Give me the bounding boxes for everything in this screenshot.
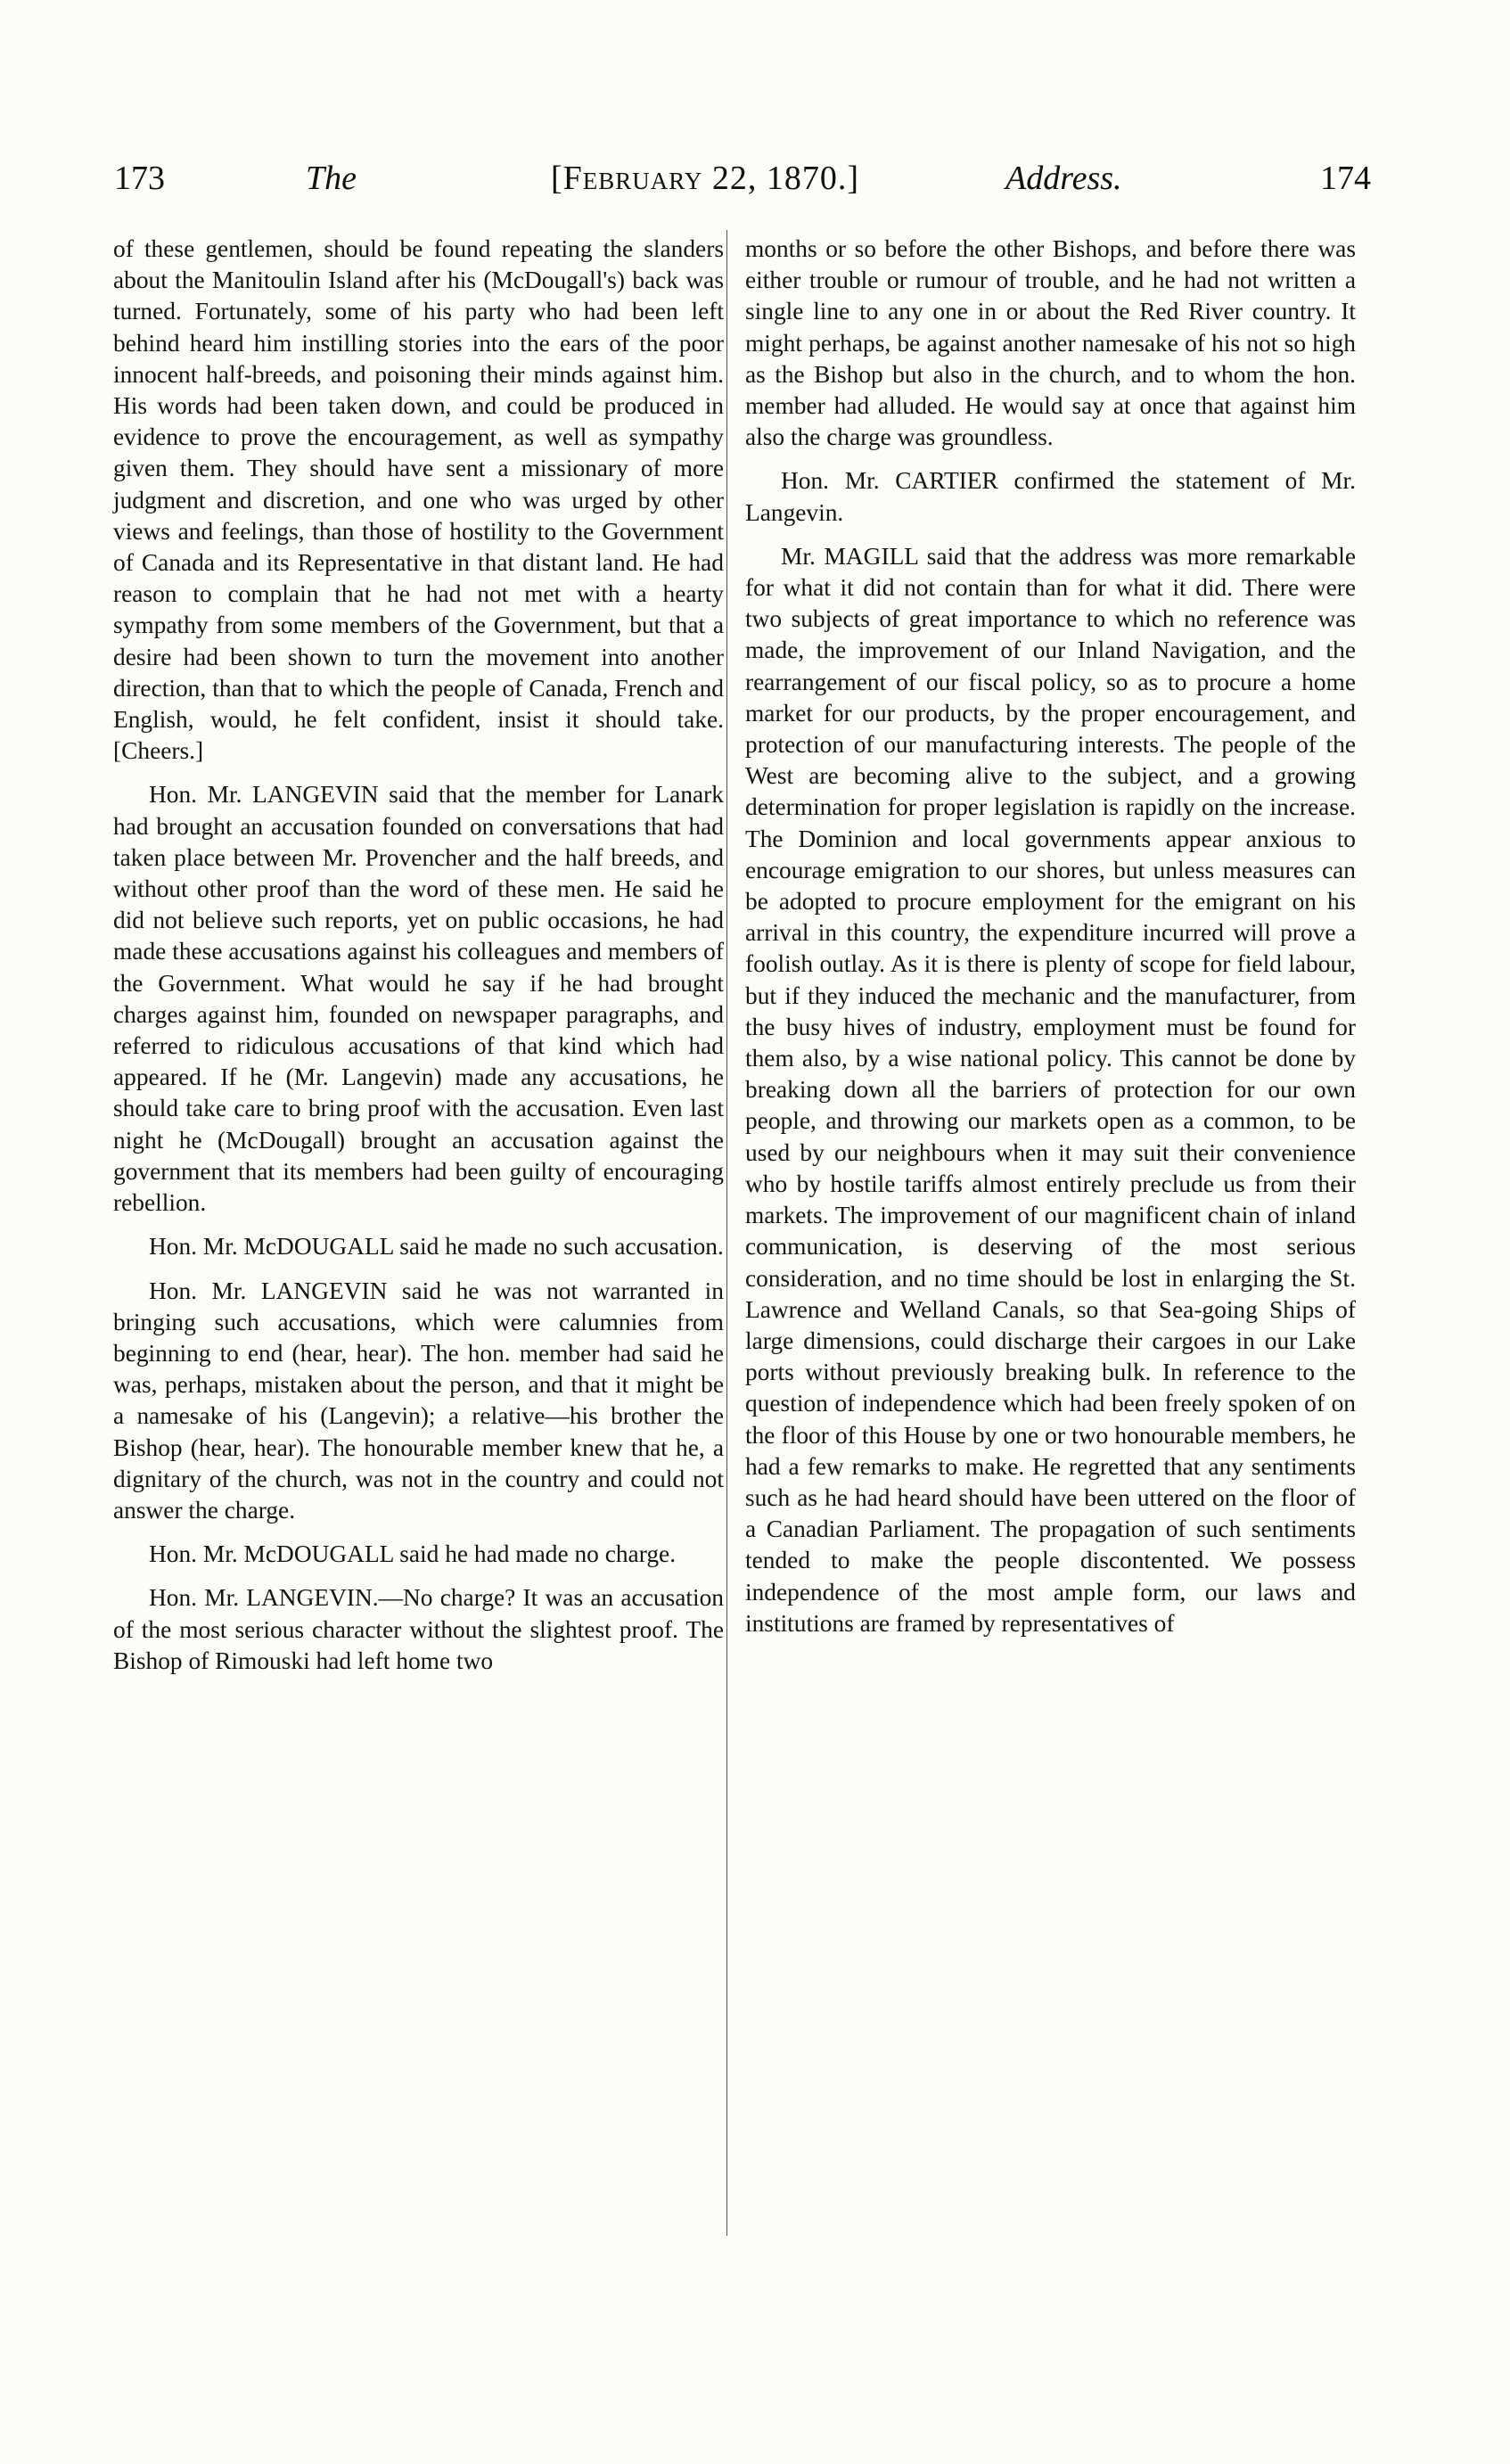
issue-date: [February 22, 1870.] — [551, 160, 859, 197]
running-title-right: Address. — [1005, 160, 1122, 197]
left-column — [113, 234, 724, 1677]
page-header — [114, 159, 1371, 212]
paragraph: Hon. Mr. LANGEVIN said he was not warranted in bringing such accusations, which were calumnies from beginning to end (hear, hear). The hon. member had said he was, perhaps, mistaken about the person, and that it might be a namesake of his (Langevin); a relative—his brother the Bishop (hear, hear). The honourable member knew that he, a dignitary of the church, was not in the country and could not answer the charge. — [113, 1277, 724, 1524]
column-divider — [726, 230, 727, 2236]
page-number-left: 173 — [114, 160, 165, 197]
page-number-right: 174 — [1320, 160, 1371, 197]
right-column — [745, 234, 1356, 1639]
paragraph: Hon. Mr. McDOUGALL said he made no such accusation. — [149, 1233, 724, 1261]
paragraph: Hon. Mr. CARTIER confirmed the statement of Mr. Langevin. — [745, 467, 1356, 526]
running-title-left: The — [306, 160, 357, 197]
paragraph: Mr. MAGILL said that the address was more remarkable for what it did not contain than for what it did. There were two subjects of great importance to which no reference was made, the improvement of our Inland Navigation, and the rearrangement of our fiscal policy, so as to procure a home market for our products, by the proper encouragement, and protection of our manufacturing interests. The people of the West are becoming alive to the subject, and a growing determination for proper legislation is rapidly on the increase. The Dominion and local governments appear anxious to encourage emigration to our shores, but unless measures can be adopted to procure employment for the emigrant on his arrival in this country, the expenditure incurred will prove a foolish outlay. As it is there is plenty of scope for field labour, but if they induced the mechanic and the manufacturer, from the busy hives of industry, employment must be found for them also, by a wise national policy. This cannot be done by breaking down all the barriers of protection for our own people, and throwing our markets open as a common, to be used by our neighbours when it may suit their convenience who by hostile tariffs almost entirely preclude us from their markets. The improvement of our magnificent chain of inland communication, is deserving of the most serious consideration, and no time should be lost in enlarging the St. Lawrence and Welland Canals, so that Sea-going Ships of large dimensions, could discharge their cargoes in our Lake ports without previously breaking bulk. In reference to the question of independence which had been freely spoken of on the floor of this House by one or two honourable members, he had a few remarks to make. He regretted that any sentiments such as he had heard should have been uttered on the floor of a Canadian Parliament. The propagation of such sentiments tended to make the people discontented. We possess independence of the most ample form, our laws and institutions are framed by representatives of — [745, 542, 1356, 1637]
paragraph: of these gentlemen, should be found repeating the slanders about the Manitoulin Island after his (McDougall's) back was turned. Fortunately, some of his party who had been left behind heard him instilling stories into the ears of the poor innocent half-breeds, and poisoning their minds against him. His words had been taken down, and could be produced in evidence to prove the encouragement, as well as sympathy given them. They should have sent a missionary of more judgment and discretion, and one who was urged by other views and feelings, than those of hostility to the Government of Canada and its Representative in that distant land. He had reason to complain that he had not met with a hearty sympathy from some members of the Government, but that a desire had been shown to turn the movement into another direction, than that to which the people of Canada, French and English, would, he felt confident, insist it should take. [Cheers.] — [113, 235, 724, 765]
paragraph: Hon. Mr. LANGEVIN.—No charge? It was an accusation of the most serious character without the slightest proof. The Bishop of Rimouski had left home two — [113, 1584, 724, 1674]
paragraph: months or so before the other Bishops, and before there was either trouble or rumour of trouble, and he had not written a single line to any one in or about the Red River country. It might perhaps, be against another namesake of his not so high as the Bishop but also in the church, and to whom the hon. member had alluded. He would say at once that against him also the charge was groundless. — [745, 235, 1356, 451]
paragraph: Hon. Mr. LANGEVIN said that the member for Lanark had brought an accusation founded on conversations that had taken place between Mr. Provencher and the half breeds, and without other proof than the word of these men. He said he did not believe such reports, yet on public occasions, he had made these accusations against his colleagues and members of the Government. What would he say if he had brought charges against him, founded on newspaper paragraphs, and referred to ridiculous accusations of that kind which had appeared. If he (Mr. Langevin) made any accusations, he should take care to bring proof with the accusation. Even last night he (McDougall) brought an accusation against the government that its members had been guilty of encouraging rebellion. — [113, 781, 724, 1217]
paragraph: Hon. Mr. McDOUGALL said he had made no charge. — [149, 1540, 677, 1568]
